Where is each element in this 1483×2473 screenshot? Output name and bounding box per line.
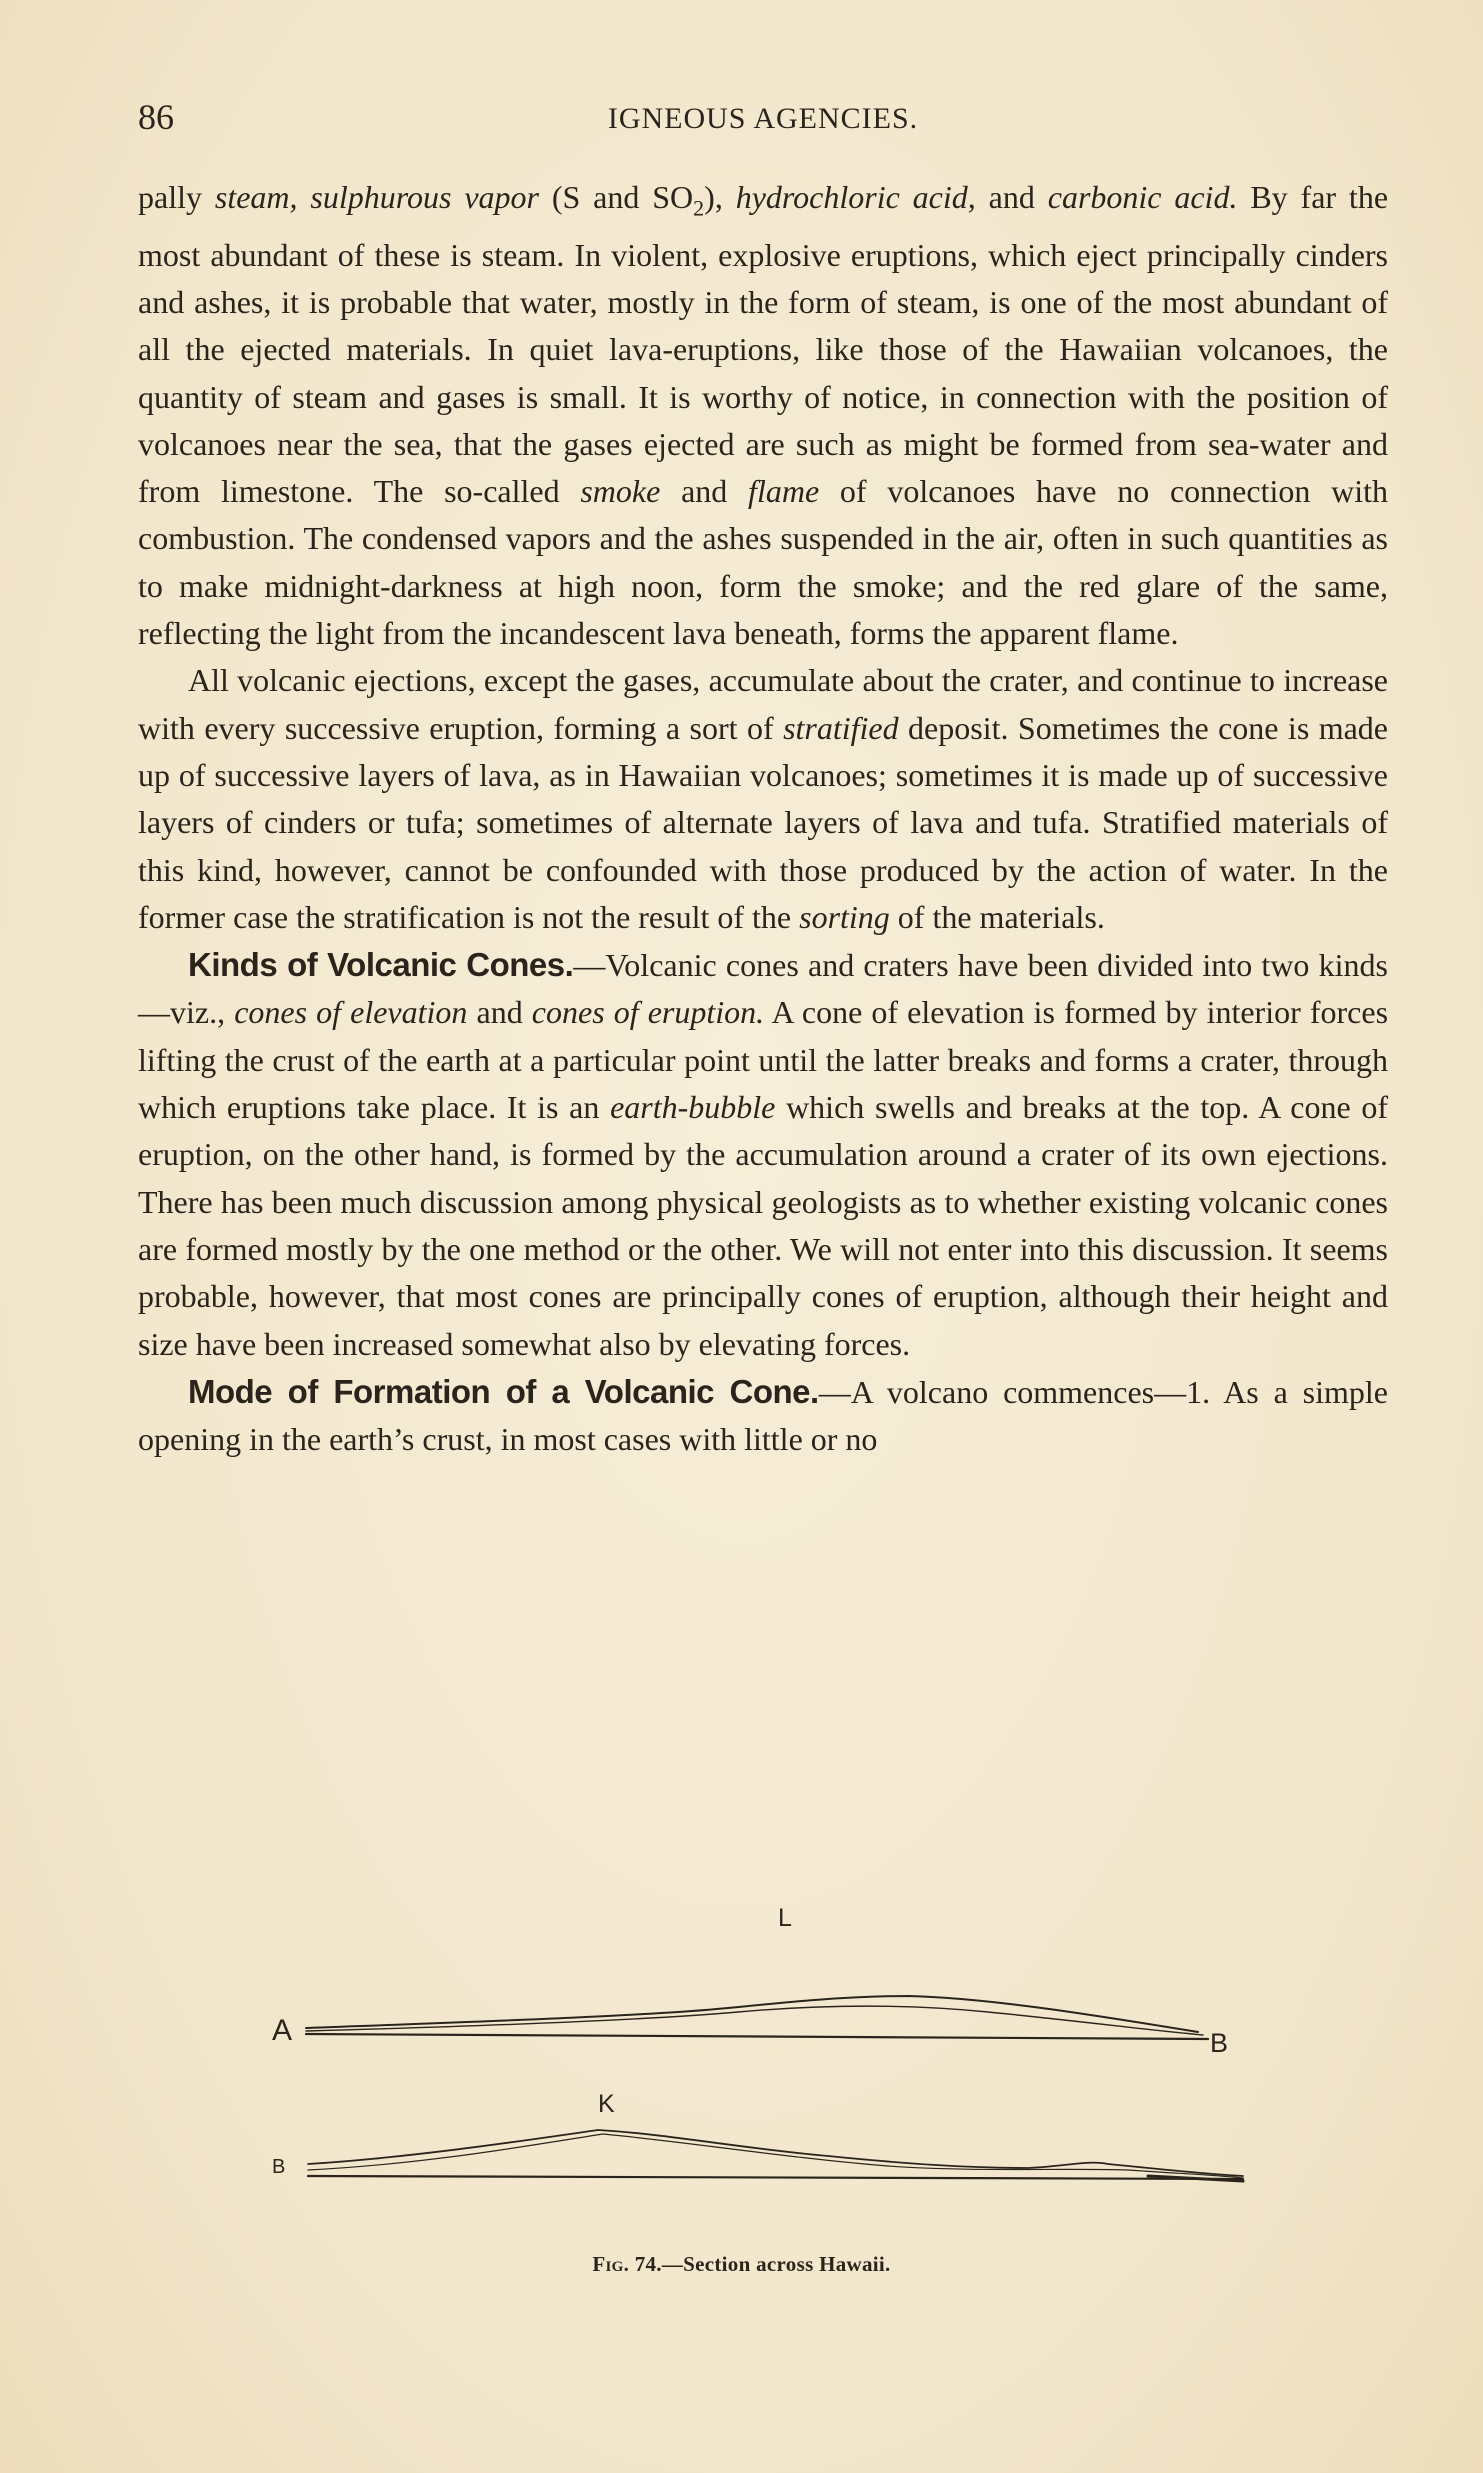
paragraph (138, 941, 1388, 1368)
text-run: pally (138, 179, 215, 215)
italic-term: earth-bubble (610, 1089, 776, 1126)
text-run: and (467, 994, 532, 1031)
subscript: 2 (693, 195, 705, 221)
text-run: ), (704, 179, 736, 215)
text-run: and (660, 473, 749, 510)
paragraph (138, 174, 1388, 657)
italic-term: flame (748, 473, 820, 510)
text-run: —A volcano commences—1. As a simple opening in the earth’s crust, in most cases with little or no (138, 1373, 1389, 1458)
italic-term: carbonic acid. (1047, 179, 1238, 215)
italic-term: hydrochloric acid, (735, 179, 976, 215)
italic-term: cones of elevation (234, 994, 468, 1031)
run-in-heading: Kinds of Volcanic Cones. (188, 946, 574, 984)
figure-caption (0, 2252, 1483, 2277)
text-run (298, 179, 311, 215)
page-header (138, 96, 1388, 152)
caption-fig-prefix: Fig. (592, 2252, 630, 2276)
text-run: deposit. Sometimes the cone is made up of successive layers of lava, as in Hawaiian volcanoes; sometimes it is made up of successive layers of cinders or tufa; sometimes of alternate layers of lava and tufa. Stratified materials of this kind, however, cannot be confounded with those produced by the action of water. In the former case the stratification is not the result of the (138, 709, 1389, 935)
italic-term: sorting (799, 898, 890, 935)
text-run: and (975, 179, 1048, 215)
label-B-right: B (1210, 2028, 1229, 2058)
figure-drawing (268, 1904, 1258, 2204)
text-run: of volcanoes have no connection with combustion. The condensed vapors and the ashes suspended in the air, often in such quantities as to make midnight-darkness at high noon, form the smoke; and the red glare of the same, reflecting the light from the incandescent lava beneath, forms the apparent flame. (138, 473, 1389, 652)
page-number: 86 (138, 97, 174, 137)
body-text (138, 174, 1388, 1463)
upper-base-line (306, 2034, 1208, 2039)
label-K: K (598, 2090, 615, 2118)
italic-term: steam, (214, 179, 298, 215)
text-run: By far the most abundant of these is steam. In violent, explosive eruptions, which eject principally cinders and ashes, it is probable that water, mostly in the form of steam, is one of the most abundant of all the ejected materials. In quiet lava-eruptions, like those of the Hawaiian volcanoes, the quantity of steam and gases is small. It is worthy of notice, in connection with the position of volcanoes near the sea, that the gases ejected are such as might be formed from sea-water and from limestone. The so-called (138, 179, 1389, 510)
label-L: L (778, 1904, 792, 1932)
text-run: A cone of elevation is formed by interior forces lifting the crust of the earth at a particular point until the latter breaks and forms a crater, through which eruptions take place. It is an (138, 994, 1389, 1126)
paragraph (138, 657, 1388, 941)
upper-profile-line-2 (306, 2006, 1203, 2035)
italic-term: stratified (783, 709, 899, 746)
text-run: of the materials. (889, 898, 1105, 935)
label-A: A (272, 2014, 293, 2047)
italic-term: cones of eruption. (531, 994, 765, 1031)
italic-term: smoke (580, 473, 661, 510)
run-in-heading: Mode of Formation of a Volcanic Cone. (188, 1372, 819, 1410)
label-B-left: B (272, 2156, 286, 2178)
text-run: (S and SO (538, 179, 694, 215)
italic-term: sulphurous vapor (310, 179, 539, 215)
figure-section-across-hawaii (268, 1904, 1258, 2204)
text-run: which swells and breaks at the top. A cone of eruption, on the other hand, is formed by the accumulation around a crater of its own ejections. There has been much discussion among physical geologists as to whether existing volcanic cones are formed mostly by the one method or the other. We will not enter into this discussion. It seems probable, however, that most cones are principally cones of eruption, although their height and size have been increased somewhat also by elevating forces. (138, 1089, 1389, 1362)
text-run: All volcanic ejections, except the gases, accumulate about the crater, and continue to increase with every successive eruption, forming a sort of (138, 662, 1388, 746)
paragraph (138, 1368, 1388, 1464)
lower-base-line (308, 2176, 1243, 2179)
caption-text: 74.—Section across Hawaii. (629, 2252, 891, 2276)
running-head: IGNEOUS AGENCIES. (607, 102, 919, 135)
lower-profile-line-2 (308, 2134, 1243, 2178)
text-run: —Volcanic cones and craters have been divided into two kinds—viz., (138, 947, 1388, 1031)
